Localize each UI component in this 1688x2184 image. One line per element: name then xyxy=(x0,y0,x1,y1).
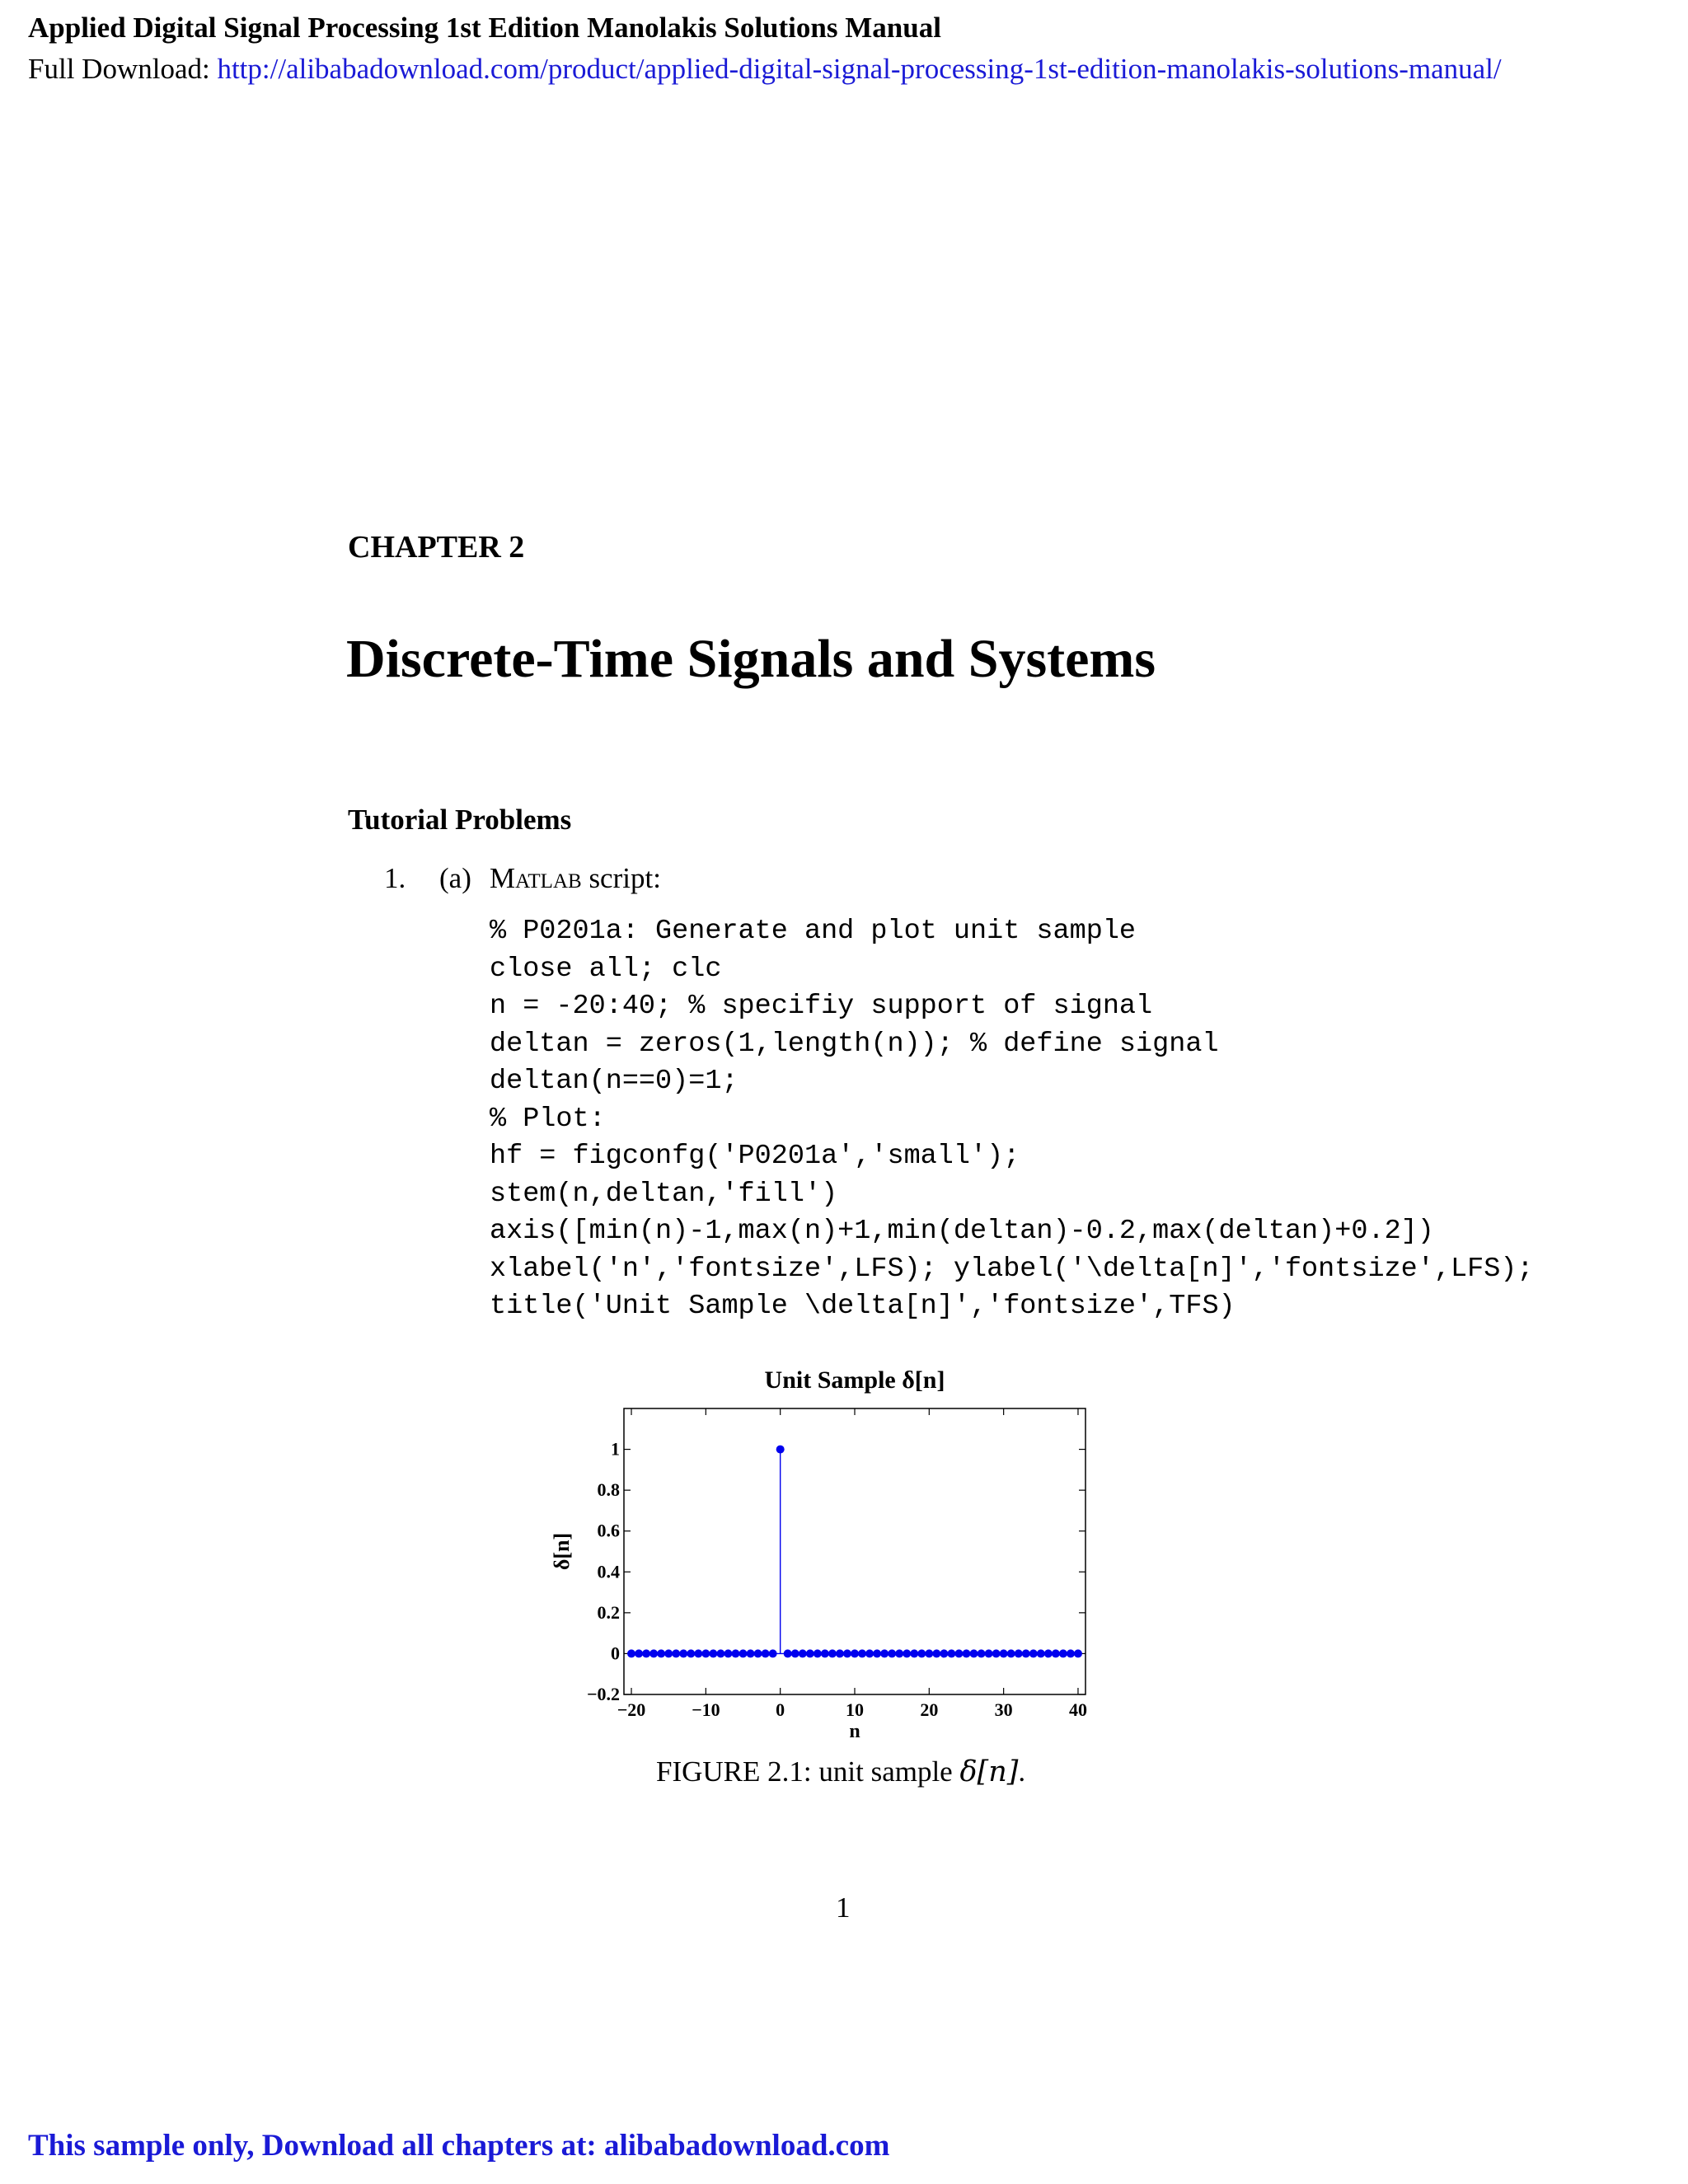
stem-marker xyxy=(947,1649,955,1657)
stem-marker xyxy=(754,1649,762,1657)
stem-marker xyxy=(1022,1649,1030,1657)
stem-marker xyxy=(888,1649,896,1657)
x-tick-label: −10 xyxy=(692,1699,720,1720)
stem-marker xyxy=(806,1649,814,1657)
stem-marker xyxy=(873,1649,881,1657)
stem-marker xyxy=(932,1649,940,1657)
download-line xyxy=(28,53,1502,86)
stem-marker xyxy=(642,1649,650,1657)
caption-suffix: . xyxy=(1018,1755,1026,1788)
stem-marker xyxy=(799,1649,807,1657)
script-label: script: xyxy=(581,862,661,894)
stem-marker xyxy=(828,1649,837,1657)
download-link[interactable]: http://alibabadownload.com/product/applied-digital-signal-processing-1st-edition-manolakis-solutions-manual/ xyxy=(217,53,1502,85)
stem-marker xyxy=(776,1446,785,1454)
stem-marker xyxy=(962,1649,970,1657)
x-tick-label: 30 xyxy=(994,1699,1013,1720)
stem-marker xyxy=(821,1649,829,1657)
stem-marker xyxy=(739,1649,748,1657)
x-tick-label: 20 xyxy=(920,1699,939,1720)
stem-marker xyxy=(784,1649,792,1657)
stem-marker xyxy=(843,1649,851,1657)
chart-title: Unit Sample δ[n] xyxy=(764,1366,945,1394)
code-line: title('Unit Sample \delta[n]','fontsize',TFS) xyxy=(490,1291,1236,1322)
x-tick-label: 0 xyxy=(776,1699,785,1720)
code-line: % P0201a: Generate and plot unit sample xyxy=(490,916,1137,947)
matlab-label: Matlab xyxy=(490,862,582,894)
stem-marker xyxy=(627,1649,635,1657)
stem-marker xyxy=(635,1649,643,1657)
stem-marker xyxy=(1015,1649,1023,1657)
problem-number: 1. xyxy=(384,862,406,894)
x-tick-label: 40 xyxy=(1068,1699,1087,1720)
stem-marker xyxy=(1067,1649,1075,1657)
stem-marker xyxy=(910,1649,918,1657)
code-line: deltan(n==0)=1; xyxy=(490,1066,738,1097)
document-header-title: Applied Digital Signal Processing 1st Edition Manolakis Solutions Manual xyxy=(28,12,941,44)
y-tick-label: 0.8 xyxy=(597,1479,620,1501)
y-axis-label: δ[n] xyxy=(550,1532,574,1571)
x-tick-label: −20 xyxy=(617,1699,646,1720)
code-line: % Plot: xyxy=(490,1103,606,1135)
stem-marker xyxy=(724,1649,732,1657)
section-heading: Tutorial Problems xyxy=(348,804,572,836)
stem-marker xyxy=(649,1649,658,1657)
stem-marker xyxy=(954,1649,963,1657)
stem-marker xyxy=(694,1649,702,1657)
stem-marker xyxy=(865,1649,874,1657)
code-line: close all; clc xyxy=(490,953,722,985)
code-line: deltan = zeros(1,length(n)); % define signal xyxy=(490,1028,1219,1060)
stem-marker xyxy=(1000,1649,1008,1657)
y-tick-label: 0.4 xyxy=(597,1561,620,1582)
y-tick-label: 1 xyxy=(611,1438,620,1460)
stem-marker xyxy=(1037,1649,1045,1657)
stem-marker xyxy=(791,1649,799,1657)
stem-marker xyxy=(836,1649,844,1657)
y-tick-label: 0.6 xyxy=(597,1520,620,1541)
stem-marker xyxy=(880,1649,889,1657)
stem-marker xyxy=(1007,1649,1015,1657)
chapter-title: Discrete-Time Signals and Systems xyxy=(346,629,1156,689)
caption-text: FIGURE 2.1: unit sample xyxy=(656,1755,960,1788)
stem-marker xyxy=(657,1649,665,1657)
stem-marker xyxy=(762,1649,770,1657)
x-tick-label: 10 xyxy=(846,1699,864,1720)
download-label: Full Download: xyxy=(28,53,210,85)
stem-marker xyxy=(1074,1649,1082,1657)
stem-marker xyxy=(851,1649,859,1657)
matlab-code-block xyxy=(490,913,1534,1326)
stem-marker xyxy=(747,1649,755,1657)
stem-marker xyxy=(978,1649,986,1657)
y-tick-label: 0.2 xyxy=(597,1601,620,1623)
stem-marker xyxy=(664,1649,673,1657)
stem-marker xyxy=(940,1649,948,1657)
stem-marker xyxy=(672,1649,680,1657)
problem-label xyxy=(490,862,661,895)
stem-marker xyxy=(1044,1649,1053,1657)
stem-marker xyxy=(709,1649,717,1657)
stem-marker xyxy=(917,1649,926,1657)
stem-marker xyxy=(992,1649,1001,1657)
code-line: n = -20:40; % specifiy support of signal xyxy=(490,991,1153,1022)
footer-promo: This sample only, Download all chapters at: alibabadownload.com xyxy=(28,2129,890,2163)
stem-marker xyxy=(769,1649,777,1657)
stem-marker xyxy=(679,1649,687,1657)
problem-part: (a) xyxy=(439,862,471,894)
stem-marker xyxy=(970,1649,978,1657)
stem-marker xyxy=(716,1649,724,1657)
x-axis-label: n xyxy=(849,1721,860,1742)
y-tick-label: −0.2 xyxy=(586,1684,620,1704)
stem-marker xyxy=(1059,1649,1067,1657)
stem-marker xyxy=(814,1649,822,1657)
stem-marker xyxy=(1029,1649,1038,1657)
unit-sample-chart xyxy=(528,1357,1104,1744)
stem-marker xyxy=(858,1649,866,1657)
code-line: axis([min(n)-1,max(n)+1,min(deltan)-0.2,max(deltan)+0.2]) xyxy=(490,1216,1434,1247)
code-line: stem(n,deltan,'fill') xyxy=(490,1178,838,1210)
code-line: xlabel('n','fontsize',LFS); ylabel('\delta[n]','fontsize',LFS); xyxy=(490,1253,1534,1285)
stem-marker xyxy=(925,1649,933,1657)
page-number: 1 xyxy=(836,1891,851,1924)
stem-marker xyxy=(731,1649,739,1657)
stem-marker xyxy=(895,1649,903,1657)
stem-marker xyxy=(1052,1649,1060,1657)
figure-caption xyxy=(656,1755,1025,1788)
stem-marker xyxy=(985,1649,993,1657)
stem-marker xyxy=(687,1649,695,1657)
code-line: hf = figconfg('P0201a','small'); xyxy=(490,1141,1020,1172)
caption-math: δ[n] xyxy=(959,1755,1019,1788)
y-tick-label: 0 xyxy=(611,1643,620,1664)
chapter-label: CHAPTER 2 xyxy=(348,530,525,565)
stem-marker xyxy=(701,1649,710,1657)
stem-marker xyxy=(903,1649,911,1657)
